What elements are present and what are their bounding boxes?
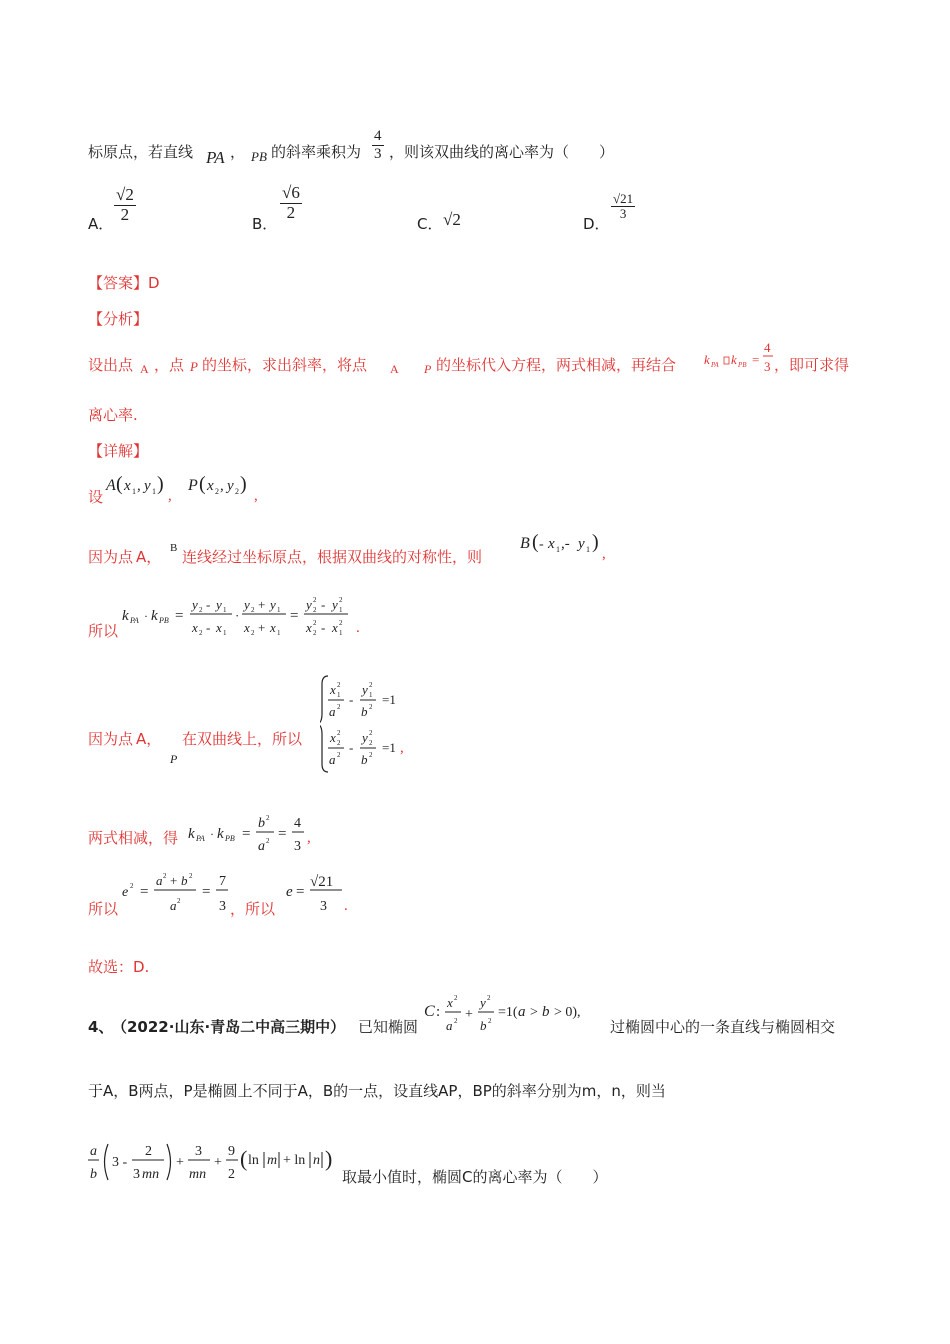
svg-text:·: · [144,609,148,623]
kpa-kpb-expression [702,340,780,380]
svg-text:k: k [151,608,158,624]
option-d-label: D． [583,215,610,233]
svg-text:=: = [242,826,251,842]
analysis-text-4: 的坐标代入方程，两式相减，再结合 [436,356,677,374]
svg-text:+: + [465,1007,473,1022]
fraction-denominator: 3 [374,145,382,162]
svg-text:): ) [325,1146,333,1171]
svg-text:2: 2 [337,739,341,747]
detail-text-2c: 连线经过坐标原点，根据双曲线的对称性，则 [182,548,483,566]
svg-text:y: y [332,597,338,612]
svg-text:+: + [170,873,178,888]
svg-text:B: B [520,535,530,552]
svg-text:-: - [321,597,326,612]
svg-text:2: 2 [251,629,255,637]
stem-text-3: ，则该双曲线的离心率为（ ） [389,143,615,161]
svg-text:=1(: =1( [498,1005,518,1020]
svg-text:e: e [122,885,129,900]
slope-product-fraction [372,128,384,162]
detail-line-4 [88,672,448,776]
svg-text:y: y [362,682,368,697]
point-b-coordinates [518,528,618,568]
option-b-fraction [280,184,302,222]
svg-text:> 0),: > 0), [554,1005,581,1020]
svg-text:k: k [188,826,195,842]
svg-text:2: 2 [199,606,203,614]
line-pa: PA [206,148,225,167]
svg-text:=: = [296,884,305,900]
svg-text:=: = [290,608,299,624]
point-b-label: B [170,542,178,554]
svg-text:x: x [244,620,250,635]
option-b-denominator: 2 [286,202,296,222]
option-d-numerator: √21 [613,191,634,206]
svg-text:1: 1 [337,691,341,699]
svg-text:2: 2 [369,739,373,747]
svg-text:4: 4 [764,340,771,355]
svg-text:2: 2 [339,596,343,604]
question4-line-1 [88,990,878,1038]
detail-text-4-a: A， [136,730,162,748]
svg-text:PB: PB [738,361,747,369]
option-b-numerator: √6 [282,183,300,202]
analysis-point-p-2: P [424,362,432,376]
svg-text:3: 3 [320,899,327,914]
analysis-point-p: P [190,359,198,374]
svg-text:2: 2 [130,882,134,890]
svg-text::: : [436,1004,441,1020]
svg-text:2: 2 [313,619,317,627]
svg-text:2: 2 [215,487,219,496]
svg-text:+: + [176,1155,184,1170]
svg-text:,: , [220,478,224,494]
svg-text:2: 2 [189,872,193,880]
detail-text-4b: 在双曲线上，所以 [182,730,303,748]
svg-text:2: 2 [177,897,181,905]
svg-text:7: 7 [219,874,226,889]
svg-text:-: - [206,597,211,612]
analysis-text-6: 离心率. [88,406,138,424]
hyperbola-equation-system [320,672,430,776]
svg-text:x: x [124,478,131,494]
svg-text:=: = [278,826,287,842]
svg-text:PB: PB [225,834,235,843]
svg-text:x: x [207,478,214,494]
svg-text:PA: PA [196,834,205,843]
detail-text-4: 因为点 [88,730,134,748]
svg-text:-: - [539,537,544,552]
svg-text:y: y [216,597,222,612]
svg-text:1: 1 [586,545,590,554]
svg-text:x: x [548,536,555,552]
option-c-value: √2 [443,210,461,229]
svg-text:3: 3 [764,359,771,374]
line-pb: PB [251,149,267,164]
eccentricity-squared [118,866,248,918]
svg-text:y: y [227,478,234,494]
svg-text:1: 1 [152,487,156,496]
svg-text:k: k [731,352,737,367]
svg-text:-: - [206,620,211,635]
detail-line-1 [88,468,288,508]
svg-text:a: a [90,1144,97,1159]
analysis-text-5: ，即可求得 [774,356,850,374]
svg-text:√21: √21 [310,874,334,890]
svg-text:): ) [157,473,164,495]
svg-text:ln: ln [248,1153,259,1168]
stem-text-1: 标原点，若直线 [88,143,194,161]
svg-text:2: 2 [369,681,373,689]
svg-text:y: y [192,597,198,612]
question4-text-2: 过椭圆中心的一条直线与椭圆相交 [610,1018,836,1036]
option-a-denominator: 2 [120,204,130,224]
svg-text:): ) [592,531,599,553]
svg-text:9: 9 [228,1144,235,1159]
svg-text:.: . [356,620,360,636]
svg-text:,: , [137,478,141,494]
svg-text:x: x [306,620,312,635]
svg-text:2: 2 [337,729,341,737]
svg-text:+: + [258,597,266,612]
svg-text:2: 2 [313,606,317,614]
svg-text:x: x [216,620,222,635]
svg-text:1: 1 [277,606,281,614]
eccentricity-value [284,866,364,918]
svg-text:2: 2 [454,1017,458,1025]
detail-line-2 [88,528,648,568]
analysis-point-a-2: A [390,362,399,376]
analysis-point-a: A [140,362,149,376]
svg-text:a: a [329,704,336,719]
svg-text:·: · [210,827,214,841]
svg-text:y: y [144,478,151,494]
detail-text-1: 设 [88,488,104,506]
detail-text-5: 两式相减，得 [88,829,179,847]
svg-text:PB: PB [159,616,169,625]
svg-text:2: 2 [266,814,270,822]
svg-text:2: 2 [199,629,203,637]
option-c-label: C． [417,215,443,233]
detail-text-2: 因为点 [88,548,134,566]
svg-text:1: 1 [369,691,373,699]
svg-text:1: 1 [223,606,227,614]
svg-text:x: x [270,620,276,635]
svg-text:PA: PA [711,361,719,369]
svg-text:2: 2 [339,619,343,627]
svg-text:2: 2 [369,729,373,737]
slope-product-derivation [120,590,420,640]
svg-text:2: 2 [488,1017,492,1025]
svg-text:a: a [518,1004,526,1020]
svg-text:,: , [168,488,172,504]
svg-text:=: = [175,608,184,624]
analysis-text-2: ，点 [154,356,185,374]
analysis-label: 【分析】 [88,310,149,328]
svg-text:b: b [361,704,368,719]
svg-text:2: 2 [337,751,341,759]
svg-text:a: a [156,873,163,888]
svg-text:a: a [170,898,177,913]
svg-text:y: y [270,597,276,612]
detail-line-5 [88,810,348,858]
option-a-numerator: √2 [116,185,134,204]
svg-text:2: 2 [337,703,341,711]
svg-text:A: A [106,477,116,494]
analysis-line [88,340,878,380]
svg-text:>: > [530,1005,538,1020]
svg-text:.: . [344,898,348,914]
option-a-label: A． [88,215,114,233]
question4-line-4 [88,1136,628,1188]
stem-comma: ， [230,143,246,161]
svg-text:b: b [480,1018,487,1033]
answer-label: 【答案】D [88,274,160,292]
svg-text:-: - [349,692,354,707]
svg-text:P: P [188,477,198,494]
svg-text:(: ( [240,1146,248,1171]
svg-text:(: ( [116,473,123,495]
svg-text:y: y [578,536,585,552]
question4-text-4: 取最小值时，椭圆C的离心率为（ ） [342,1168,608,1186]
final-answer: 故选：D. [88,958,150,976]
svg-text:3: 3 [133,1167,140,1182]
svg-text:a: a [258,839,265,854]
svg-text:,: , [400,740,404,756]
svg-text:,: , [254,488,258,504]
detail-point-p: P [170,752,178,766]
svg-text:2: 2 [487,994,491,1002]
svg-text:-: - [321,620,326,635]
svg-text:2: 2 [313,596,317,604]
svg-text:b: b [542,1004,550,1020]
svg-text:): ) [240,473,247,495]
ellipse-equation [422,990,612,1038]
option-d-denominator: 3 [619,206,627,222]
svg-text:1: 1 [339,629,343,637]
svg-text:+ ln: + ln [283,1153,306,1168]
svg-text:,: , [602,546,606,562]
svg-text:(: ( [532,531,539,553]
question4-number: 4、 [88,1018,114,1036]
svg-text:2: 2 [235,487,239,496]
svg-text:mn: mn [142,1167,160,1182]
option-a-fraction [114,186,136,224]
svg-text:2: 2 [266,837,270,845]
svg-text:b: b [90,1167,97,1182]
minimization-expression [88,1136,338,1188]
svg-text:b: b [258,816,265,831]
fraction-numerator: 4 [374,128,382,144]
svg-text:2: 2 [369,751,373,759]
svg-text:3 -: 3 - [112,1155,128,1170]
svg-text:-: - [349,740,354,755]
svg-text:2: 2 [313,629,317,637]
svg-text:k: k [704,352,710,367]
svg-text:·: · [235,608,240,623]
svg-text:1: 1 [132,487,136,496]
svg-text:x: x [330,730,336,745]
svg-text:3: 3 [195,1144,202,1159]
detail-line-3 [88,590,428,640]
svg-text:=: = [202,884,211,900]
svg-text:2: 2 [228,1167,235,1182]
svg-text:=1: =1 [382,692,396,707]
detail-text-2b: A， [136,548,162,566]
svg-text:2: 2 [337,681,341,689]
svg-text:PA: PA [130,616,139,625]
svg-text:y: y [306,597,312,612]
svg-text:x: x [330,682,336,697]
svg-text:2: 2 [145,1144,152,1159]
svg-text:,: , [307,830,311,846]
analysis-text-3: 的坐标，求出斜率，将点 [202,356,368,374]
svg-text:n: n [313,1153,320,1168]
svg-text:k: k [122,608,129,624]
svg-text:2: 2 [251,606,255,614]
svg-text:m: m [267,1153,278,1168]
svg-text:+: + [258,620,266,635]
svg-text:(: ( [199,473,206,495]
svg-text:=: = [140,884,149,900]
svg-text:2: 2 [369,703,373,711]
subtraction-result [186,810,366,858]
svg-text:+: + [214,1155,222,1170]
point-coordinates [104,468,284,508]
svg-text:2: 2 [454,994,458,1002]
svg-text:2: 2 [163,872,167,880]
svg-text:a: a [329,752,336,767]
svg-text:3: 3 [294,839,301,854]
svg-text:y: y [480,995,486,1010]
option-b-label: B． [252,215,278,233]
svg-text:b: b [361,752,368,767]
svg-text:,-: ,- [561,536,570,552]
svg-text:k: k [217,826,224,842]
option-d-fraction [611,192,635,222]
svg-text:1: 1 [339,606,343,614]
question4-text-1: 已知椭圆 [358,1018,419,1036]
svg-text:C: C [424,1003,435,1020]
question4-text-3: 于A，B两点，P是椭圆上不同于A，B的一点，设直线AP，BP的斜率分别为m，n，则当 [88,1082,666,1100]
svg-text:=: = [752,352,760,367]
svg-text:b: b [181,873,188,888]
detail-text-6a: 所以 [88,900,119,918]
svg-text:y: y [244,597,250,612]
stem-text-2: 的斜率乘积为 [271,143,362,161]
svg-text:x: x [447,995,453,1010]
detail-text-3: 所以 [88,622,119,640]
svg-text:=1: =1 [382,740,396,755]
detail-label: 【详解】 [88,442,149,460]
svg-text:1: 1 [556,545,560,554]
analysis-text-1: 设出点 [88,356,134,374]
svg-text:x: x [332,620,338,635]
detail-text-6b: ，所以 [230,900,276,918]
svg-text:a: a [446,1018,453,1033]
svg-text:1: 1 [223,629,227,637]
svg-text:y: y [362,730,368,745]
svg-text:4: 4 [294,816,301,831]
svg-text:x: x [192,620,198,635]
svg-text:3: 3 [219,899,226,914]
svg-text:1: 1 [277,629,281,637]
svg-text:e: e [286,884,293,900]
question4-source: （2022·山东·青岛二中高三期中） [112,1018,346,1036]
detail-line-6 [88,866,388,918]
svg-text:mn: mn [189,1167,207,1182]
